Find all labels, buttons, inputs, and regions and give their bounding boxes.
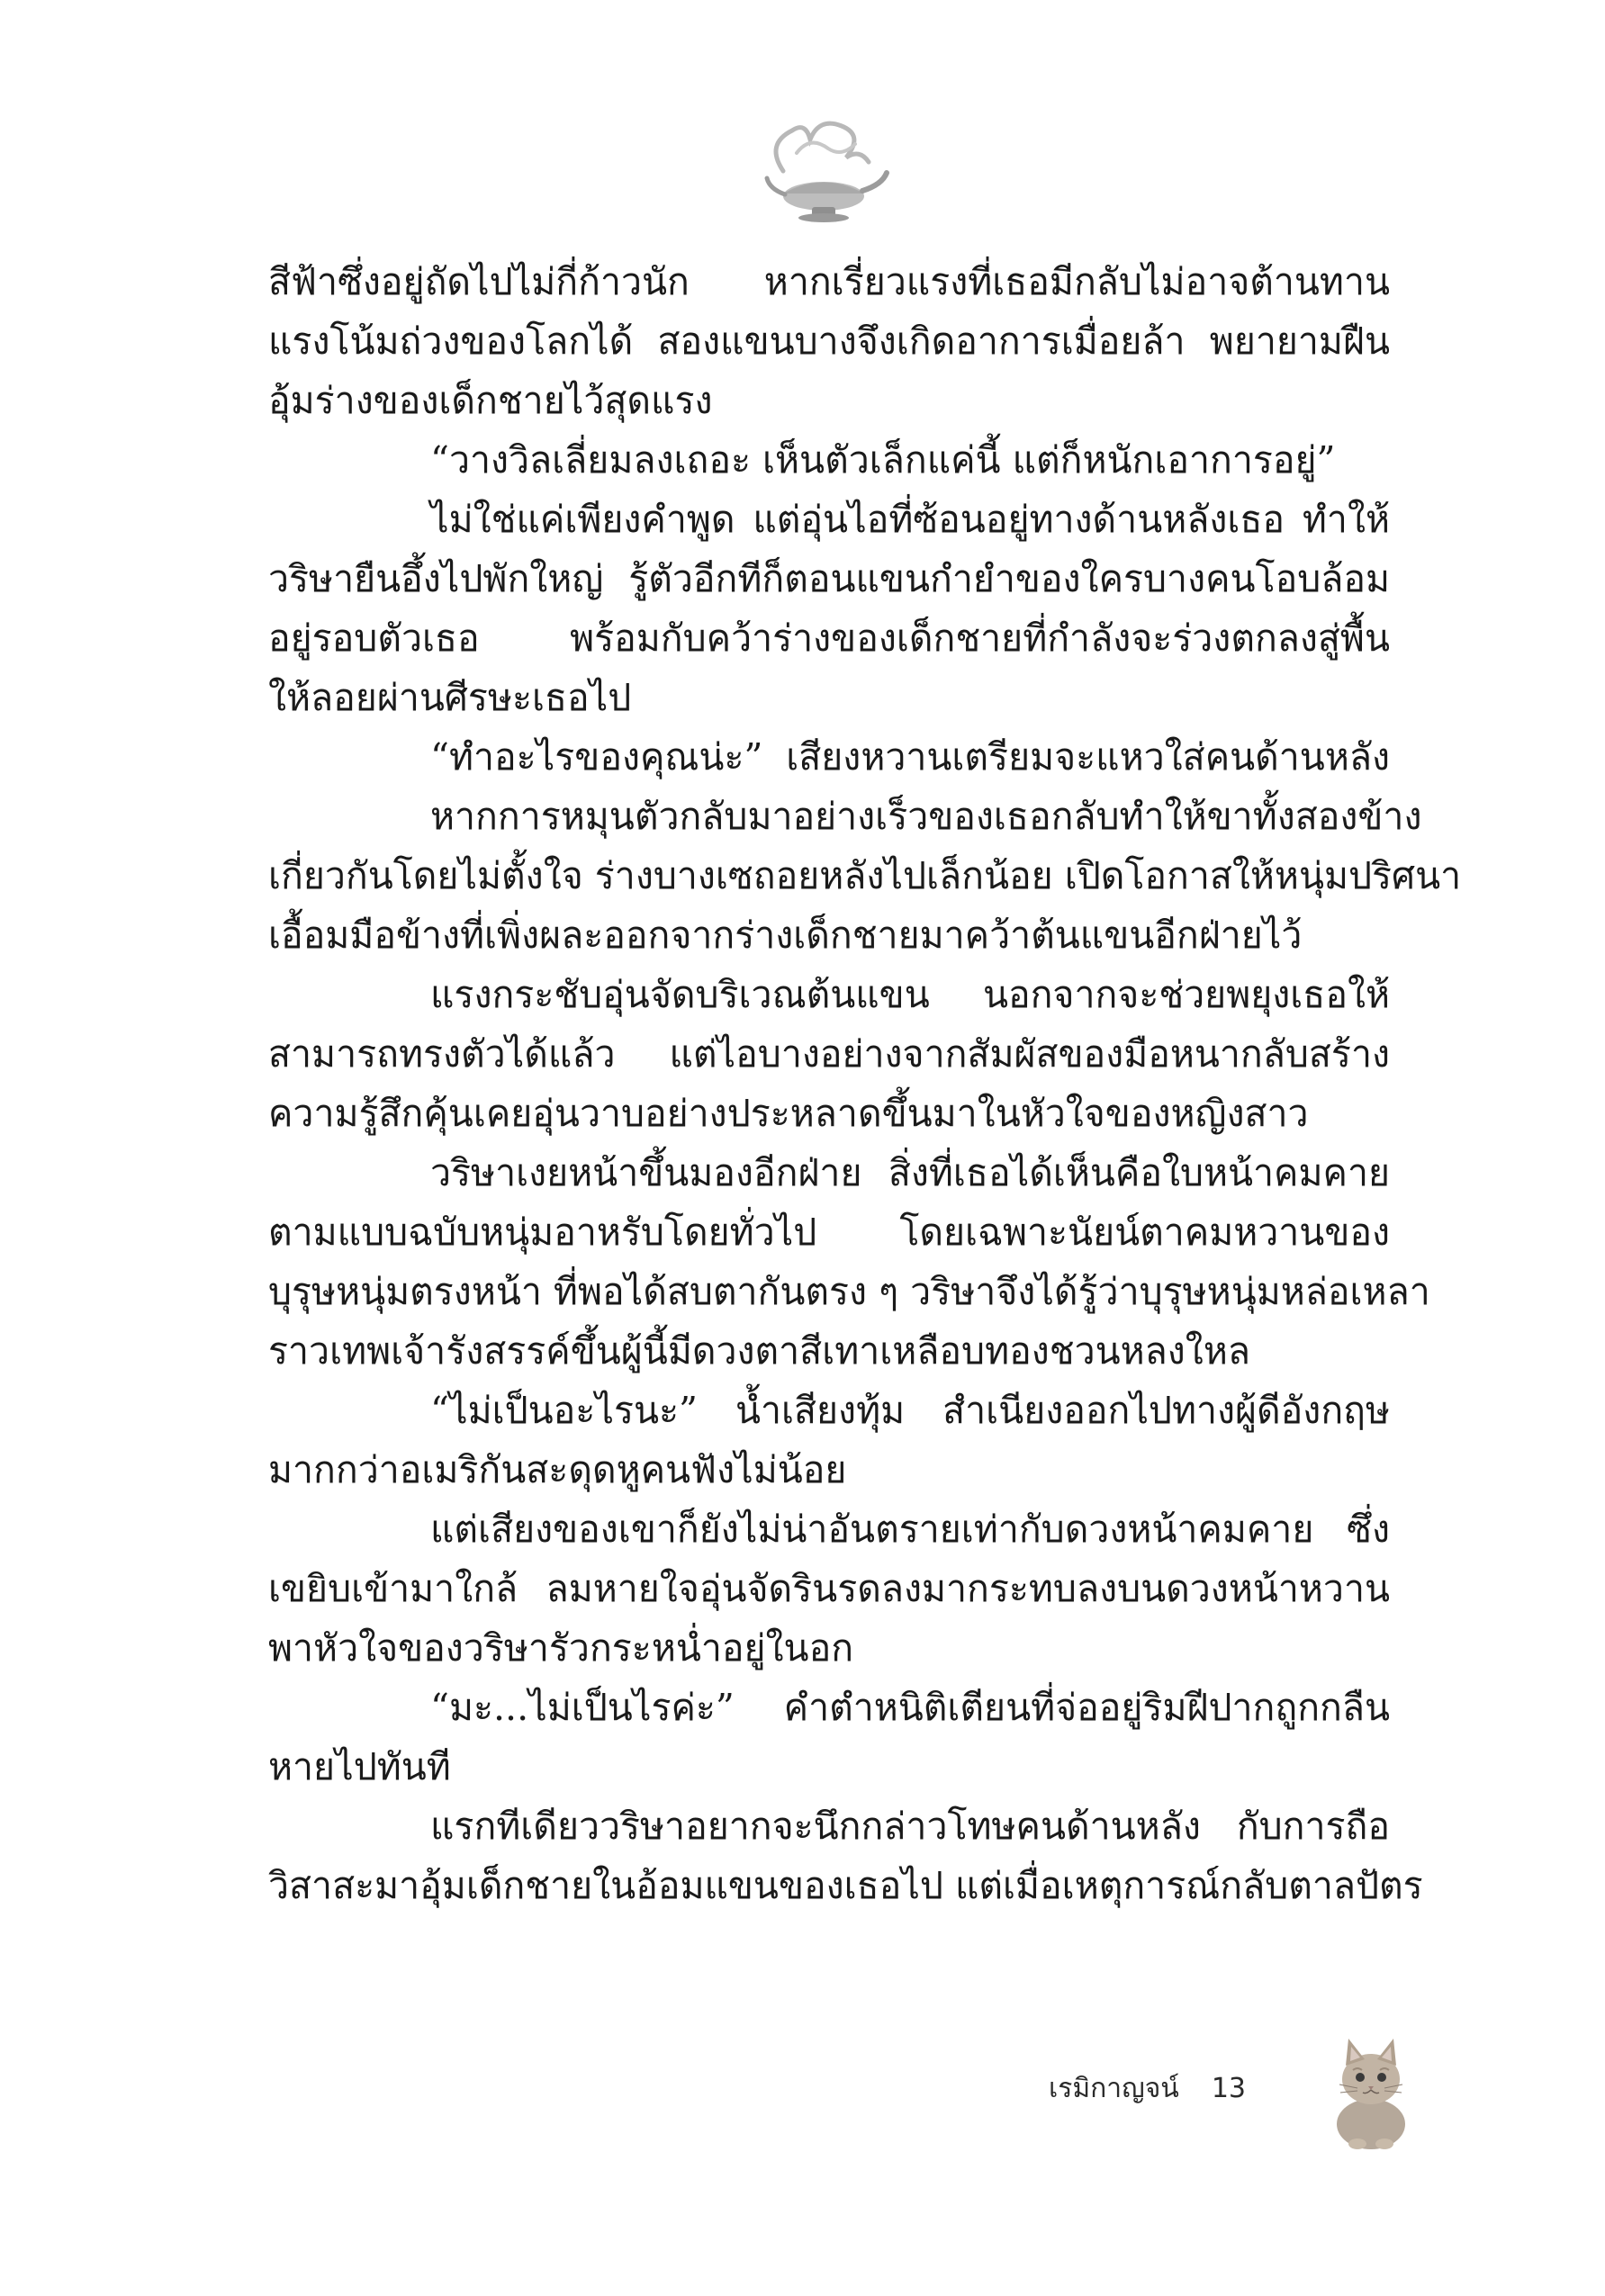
- text-line: แต่เสียงของเขาก็ยังไม่น่าอันตรายเท่ากับดวงหน้าคมคาย ซึ่ง: [430, 1508, 1390, 1551]
- page-footer: [1049, 2061, 1246, 2115]
- text-line: อุ้มร่างของเด็กชายไว้สุดแรง: [268, 379, 713, 422]
- text-line: หากการหมุนตัวกลับมาอย่างเร็วของเธอกลับทำให้ขาทั้งสองข้าง: [430, 795, 1422, 838]
- text-line: เขยิบเข้ามาใกล้ ลมหายใจอุ่นจัดรินรดลงมากระทบลงบนดวงหน้าหวาน: [268, 1567, 1390, 1610]
- text-line: มากกว่าอเมริกันสะดุดหูคนฟังไม่น้อย: [268, 1448, 847, 1491]
- text-line: วิสาสะมาอุ้มเด็กชายในอ้อมแขนของเธอไป แต่เมื่อเหตุการณ์กลับตาลปัตร: [268, 1864, 1423, 1907]
- text-line: แรกทีเดียววริษาอยากจะนึกกล่าวโทษคนด้านหลัง กับการถือ: [430, 1805, 1390, 1848]
- page-number: 13: [1211, 2072, 1246, 2104]
- text-line: ตามแบบฉบับหนุ่มอาหรับโดยทั่วไป โดยเฉพาะนัยน์ตาคมหวานของ: [268, 1211, 1390, 1254]
- text-line: เกี่ยวกันโดยไม่ตั้งใจ ร่างบางเซถอยหลังไปเล็กน้อย เปิดโอกาสให้หนุ่มปริศนา: [268, 854, 1462, 897]
- body-text: [268, 252, 1462, 1915]
- genie-lamp-icon: [756, 108, 891, 225]
- footer-author: เรมิกาญจน์: [1049, 2072, 1179, 2104]
- text-line: “ไม่เป็นอะไรนะ” น้ำเสียงทุ้ม สำเนียงออกไปทางผู้ดีอังกฤษ: [430, 1389, 1390, 1432]
- text-line: “ทำอะไรของคุณน่ะ” เสียงหวานเตรียมจะแหวใส่คนด้านหลัง: [430, 735, 1390, 779]
- text-line: แรงโน้มถ่วงของโลกได้ สองแขนบางจึงเกิดอาการเมื่อยล้า พยายามฝืน: [268, 320, 1390, 363]
- text-line: สีฟ้าซึ่งอยู่ถัดไปไม่กี่ก้าวนัก หากเรี่ยวแรงที่เธอมีกลับไม่อาจต้านทาน: [268, 260, 1390, 303]
- text-line: ให้ลอยผ่านศีรษะเธอไป: [268, 676, 632, 719]
- text-line: ความรู้สึกคุ้นเคยอุ่นวาบอย่างประหลาดขึ้นมาในหัวใจของหญิงสาว: [268, 1092, 1309, 1135]
- text-line: แรงกระชับอุ่นจัดบริเวณต้นแขน นอกจากจะช่วยพยุงเธอให้: [430, 973, 1390, 1016]
- text-line: พาหัวใจของวริษารัวกระหน่ำอยู่ในอก: [268, 1626, 854, 1670]
- text-line: บุรุษหนุ่มตรงหน้า ที่พอได้สบตากันตรง ๆ วริษาจึงได้รู้ว่าบุรุษหนุ่มหล่อเหลา: [268, 1270, 1430, 1313]
- text-line: หายไปทันที: [268, 1745, 451, 1788]
- text-line: สามารถทรงตัวได้แล้ว แต่ไอบางอย่างจากสัมผัสของมือหนากลับสร้าง: [268, 1032, 1390, 1076]
- text-line: วริษาเงยหน้าขึ้นมองอีกฝ่าย สิ่งที่เธอได้เห็นคือใบหน้าคมคาย: [430, 1151, 1390, 1194]
- text-line: เอื้อมมือข้างที่เพิ่งผละออกจากร่างเด็กชายมาคว้าต้นแขนอีกฝ่ายไว้: [268, 914, 1303, 957]
- text-line: อยู่รอบตัวเธอ พร้อมกับคว้าร่างของเด็กชายที่กำลังจะร่วงตกลงสู่พื้น: [268, 617, 1390, 660]
- text-line: “วางวิลเลี่ยมลงเถอะ เห็นตัวเล็กแค่นี้ แต่ก็หนักเอาการอยู่”: [430, 438, 1336, 482]
- text-line: ไม่ใช่แค่เพียงคำพูด แต่อุ่นไอที่ซ้อนอยู่ทางด้านหลังเธอ ทำให้: [430, 498, 1390, 541]
- text-line: ราวเทพเจ้ารังสรรค์ขึ้นผู้นี้มีดวงตาสีเทาเหลือบทองชวนหลงใหล: [268, 1329, 1250, 1373]
- kitten-icon: [1321, 2025, 1420, 2151]
- text-line: วริษายืนอึ้งไปพักใหญ่ รู้ตัวอีกทีก็ตอนแขนกำยำของใครบางคนโอบล้อม: [268, 557, 1390, 600]
- text-line: “มะ...ไม่เป็นไรค่ะ” คำตำหนิติเตียนที่จ่ออยู่ริมฝีปากถูกกลืน: [430, 1686, 1390, 1729]
